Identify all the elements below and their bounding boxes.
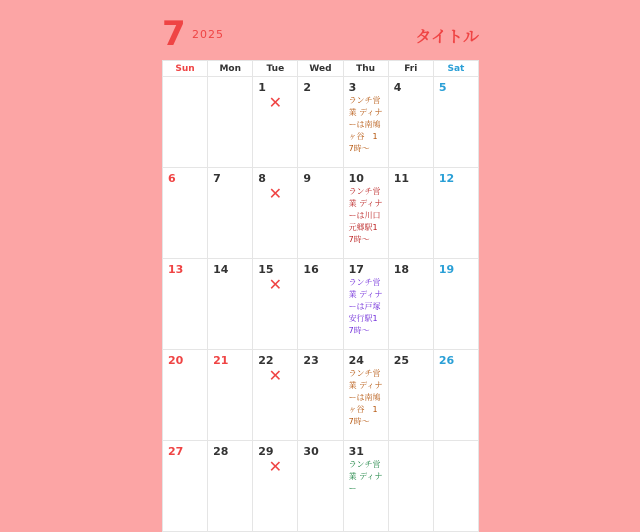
day-number: 10	[348, 172, 364, 185]
weekday-tue: Tue	[253, 61, 298, 77]
day-number: 6	[168, 172, 176, 185]
day-cell[interactable]	[208, 441, 253, 532]
day-number: 7	[213, 172, 221, 185]
weekday-wed: Wed	[298, 61, 343, 77]
week-row	[163, 77, 479, 168]
event-text: ランチ営業 ディナーは南鳩ヶ谷 17時〜	[348, 96, 383, 153]
day-cell[interactable]	[253, 441, 298, 532]
calendar-grid	[162, 60, 479, 532]
day-cell[interactable]	[298, 441, 343, 532]
day-number: 12	[438, 172, 455, 185]
day-cell[interactable]	[388, 259, 433, 350]
weekday-header-row	[163, 61, 479, 77]
day-cell[interactable]	[388, 168, 433, 259]
day-cell[interactable]	[253, 350, 298, 441]
event-text: ランチ営業 ディナー	[348, 460, 383, 493]
closed-mark-icon: ✕	[268, 184, 283, 203]
day-number: 19	[438, 263, 455, 276]
day-cell[interactable]	[253, 259, 298, 350]
day-cell[interactable]	[433, 168, 478, 259]
weekday-mon: Mon	[208, 61, 253, 77]
week-row	[163, 168, 479, 259]
day-cell[interactable]	[208, 259, 253, 350]
week-row	[163, 259, 479, 350]
day-cell[interactable]	[253, 168, 298, 259]
day-cell[interactable]	[163, 168, 208, 259]
weekday-sun: Sun	[163, 61, 208, 77]
day-cell[interactable]	[298, 77, 343, 168]
calendar	[162, 0, 479, 532]
day-number: 23	[303, 354, 319, 367]
day-number: 11	[393, 172, 410, 185]
day-number: 22	[258, 354, 274, 367]
week-row	[163, 441, 479, 532]
empty-day-cell	[388, 441, 433, 532]
weekday-fri: Fri	[388, 61, 433, 77]
day-number: 27	[168, 445, 184, 458]
day-number: 8	[258, 172, 266, 185]
day-cell[interactable]	[298, 259, 343, 350]
day-number: 17	[348, 263, 364, 276]
empty-day-cell	[208, 77, 253, 168]
closed-mark-icon: ✕	[268, 366, 283, 385]
day-number: 5	[438, 81, 447, 94]
day-cell[interactable]	[253, 77, 298, 168]
day-number: 25	[393, 354, 410, 367]
week-row	[163, 350, 479, 441]
day-number: 1	[258, 81, 266, 94]
calendar-title: タイトル	[415, 27, 479, 46]
day-number: 14	[213, 263, 229, 276]
day-number: 3	[348, 81, 357, 94]
day-cell[interactable]	[388, 350, 433, 441]
day-number: 2	[303, 81, 312, 94]
day-cell[interactable]	[208, 168, 253, 259]
day-cell[interactable]	[343, 441, 388, 532]
day-cell[interactable]	[343, 77, 388, 168]
day-number: 13	[168, 263, 184, 276]
day-number: 9	[303, 172, 312, 185]
day-cell[interactable]	[433, 77, 478, 168]
event-text: ランチ営業 ディナーは南鳩ヶ谷 17時〜	[348, 369, 383, 426]
year-label: 2025	[192, 28, 224, 41]
day-cell[interactable]	[388, 77, 433, 168]
day-number: 21	[213, 354, 229, 367]
day-number: 16	[303, 263, 319, 276]
closed-mark-icon: ✕	[268, 93, 283, 112]
day-number: 26	[438, 354, 455, 367]
calendar-header	[162, 0, 479, 60]
day-number: 18	[393, 263, 410, 276]
day-number: 29	[258, 445, 274, 458]
day-cell[interactable]	[343, 350, 388, 441]
closed-mark-icon: ✕	[268, 457, 283, 476]
day-cell[interactable]	[163, 259, 208, 350]
empty-day-cell	[433, 441, 478, 532]
day-number: 4	[393, 81, 402, 94]
event-text: ランチ営業 ディナーは戸塚安行駅17時〜	[348, 278, 383, 335]
month-number: 7	[162, 14, 186, 54]
event-text: ランチ営業 ディナーは川口元郷駅17時〜	[348, 187, 383, 244]
weekday-thu: Thu	[343, 61, 388, 77]
day-number: 30	[303, 445, 319, 458]
day-cell[interactable]	[433, 350, 478, 441]
day-number: 15	[258, 263, 274, 276]
day-cell[interactable]	[298, 350, 343, 441]
weekday-sat: Sat	[433, 61, 478, 77]
closed-mark-icon: ✕	[268, 275, 283, 294]
day-cell[interactable]	[163, 441, 208, 532]
day-cell[interactable]	[298, 168, 343, 259]
day-cell[interactable]	[343, 259, 388, 350]
day-cell[interactable]	[208, 350, 253, 441]
day-number: 31	[348, 445, 364, 458]
day-cell[interactable]	[343, 168, 388, 259]
empty-day-cell	[163, 77, 208, 168]
day-number: 20	[168, 354, 184, 367]
day-cell[interactable]	[163, 350, 208, 441]
day-number: 24	[348, 354, 364, 367]
day-number: 28	[213, 445, 229, 458]
day-cell[interactable]	[433, 259, 478, 350]
